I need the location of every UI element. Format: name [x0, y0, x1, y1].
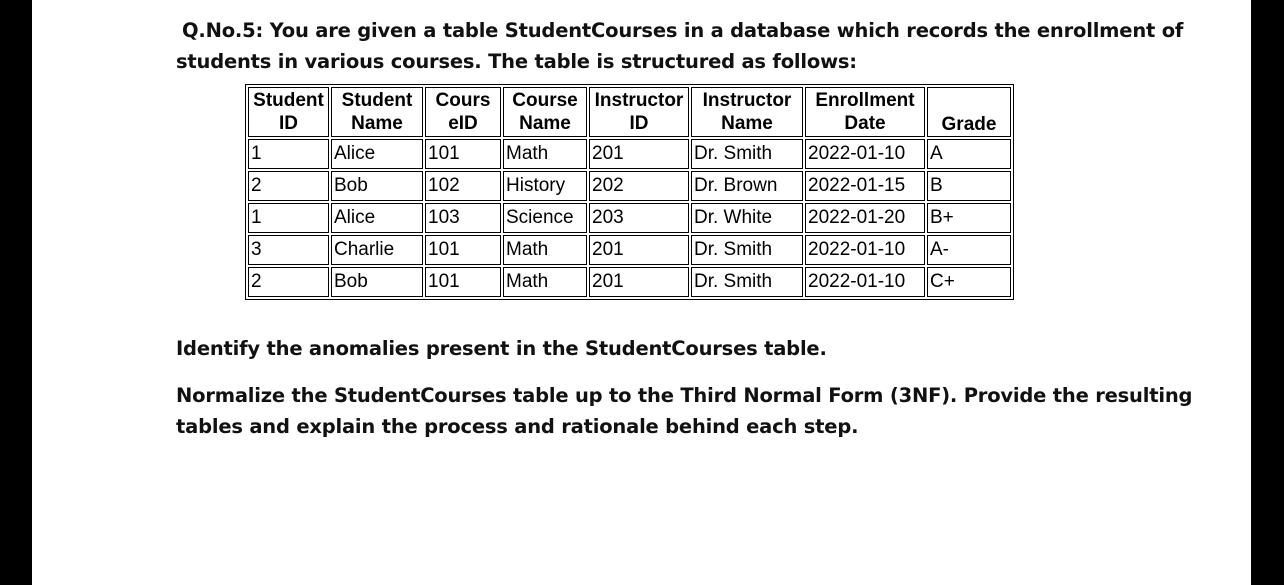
- cell-student-name: Bob: [331, 171, 423, 201]
- cell-student-id: 1: [248, 203, 329, 233]
- table-row: [248, 203, 1011, 233]
- cell-instructor-name: Dr. Brown: [691, 171, 803, 201]
- header-line: Student: [341, 90, 413, 111]
- cell-student-name: Alice: [331, 139, 423, 169]
- cell-course-id: 101: [425, 235, 501, 265]
- header-grade: [927, 87, 1011, 137]
- cell-grade: C+: [927, 267, 1011, 297]
- header-line: Instructor: [702, 90, 792, 111]
- header-student-id: [248, 87, 329, 137]
- table-row: [248, 235, 1011, 265]
- header-course-name: [503, 87, 587, 137]
- cell-instructor-id: 202: [589, 171, 689, 201]
- header-line: Cours: [435, 90, 491, 111]
- task-identify-anomalies: Identify the anomalies present in the StudentCourses table.: [176, 337, 827, 360]
- cell-student-id: 2: [248, 171, 329, 201]
- cell-course-name: History: [503, 171, 587, 201]
- header-line: Grade: [941, 114, 997, 135]
- cell-instructor-id: 201: [589, 267, 689, 297]
- cell-enrollment-date: 2022-01-10: [805, 139, 925, 169]
- cell-instructor-id: 203: [589, 203, 689, 233]
- task-normalize-line-2: tables and explain the process and rationale behind each step.: [176, 415, 859, 438]
- header-line: Name: [721, 113, 773, 134]
- cell-student-id: 3: [248, 235, 329, 265]
- cell-course-name: Science: [503, 203, 587, 233]
- header-line: Course: [512, 90, 578, 111]
- cell-grade: B+: [927, 203, 1011, 233]
- header-line: Student: [253, 90, 324, 111]
- table-header-row: [248, 87, 1011, 137]
- cell-course-id: 101: [425, 267, 501, 297]
- table-row: [248, 171, 1011, 201]
- task-normalize-line-1: Normalize the StudentCourses table up to the Third Normal Form (3NF). Provide the resulting: [176, 384, 1193, 407]
- cell-enrollment-date: 2022-01-10: [805, 235, 925, 265]
- cell-student-id: 1: [248, 139, 329, 169]
- cell-instructor-id: 201: [589, 235, 689, 265]
- header-enrollment-date: [805, 87, 925, 137]
- cell-grade: B: [927, 171, 1011, 201]
- header-line: Name: [519, 113, 571, 134]
- cell-instructor-name: Dr. Smith: [691, 235, 803, 265]
- header-instructor-id: [589, 87, 689, 137]
- cell-student-name: Charlie: [331, 235, 423, 265]
- cell-grade: A-: [927, 235, 1011, 265]
- header-line: Name: [351, 113, 403, 134]
- cell-course-id: 101: [425, 139, 501, 169]
- cell-instructor-name: Dr. Smith: [691, 139, 803, 169]
- cell-enrollment-date: 2022-01-20: [805, 203, 925, 233]
- cell-student-name: Alice: [331, 203, 423, 233]
- header-line: eID: [448, 113, 478, 134]
- header-line: ID: [629, 113, 649, 134]
- cell-course-name: Math: [503, 267, 587, 297]
- cell-instructor-name: Dr. Smith: [691, 267, 803, 297]
- cell-instructor-name: Dr. White: [691, 203, 803, 233]
- student-courses-table: [245, 84, 1014, 300]
- cell-course-id: 103: [425, 203, 501, 233]
- cell-enrollment-date: 2022-01-15: [805, 171, 925, 201]
- table-row: [248, 267, 1011, 297]
- header-student-name: [331, 87, 423, 137]
- header-course-id: [425, 87, 501, 137]
- header-line: Date: [844, 113, 886, 134]
- header-line: Instructor: [594, 90, 684, 111]
- cell-course-id: 102: [425, 171, 501, 201]
- question-line-1: Q.No.5: You are given a table StudentCourses in a database which records the enrollment of: [182, 19, 1184, 42]
- cell-course-name: Math: [503, 139, 587, 169]
- cell-enrollment-date: 2022-01-10: [805, 267, 925, 297]
- cell-course-name: Math: [503, 235, 587, 265]
- cell-instructor-id: 201: [589, 139, 689, 169]
- header-line: Enrollment: [815, 90, 915, 111]
- question-line-2: students in various courses. The table is structured as follows:: [176, 50, 857, 73]
- header-instructor-name: [691, 87, 803, 137]
- cell-grade: A: [927, 139, 1011, 169]
- table-row: [248, 139, 1011, 169]
- cell-student-id: 2: [248, 267, 329, 297]
- header-line: ID: [279, 113, 298, 134]
- cell-student-name: Bob: [331, 267, 423, 297]
- document-page: [32, 0, 1251, 585]
